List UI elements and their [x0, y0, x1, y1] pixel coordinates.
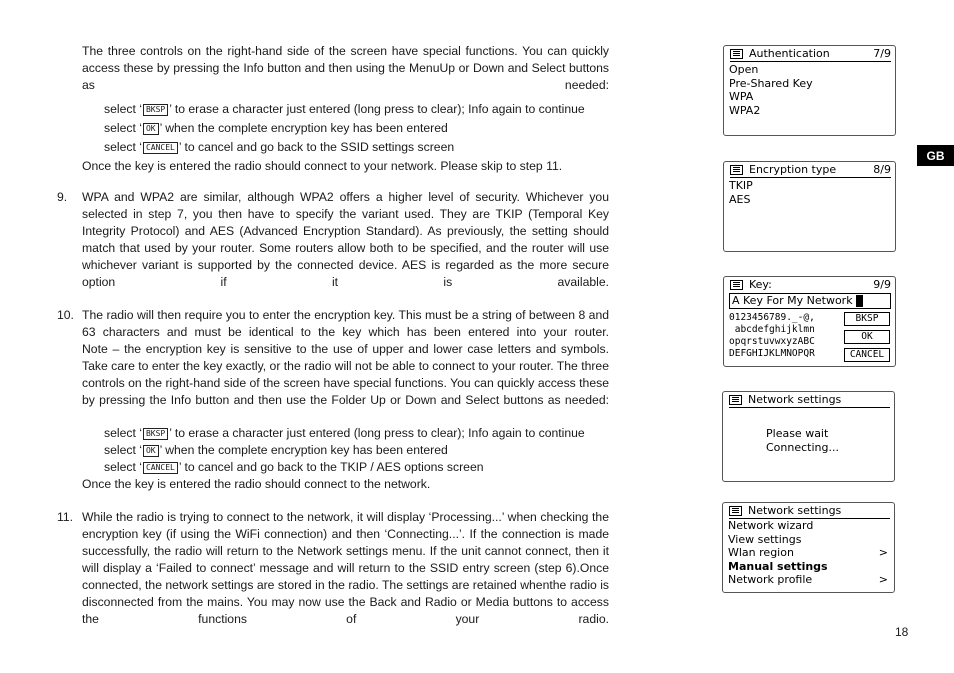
- menu-item-label: WPA: [729, 90, 754, 103]
- screen-page: 9/9: [873, 278, 891, 292]
- menu-item-label: Network profile: [728, 573, 813, 586]
- bksp-key-icon: BKSP: [143, 104, 168, 116]
- char-row[interactable]: 0123456789._-@,: [729, 312, 815, 323]
- screen-header: [730, 163, 891, 178]
- select-suffix: ’ to cancel and go back to the TKIP / AES options screen: [178, 460, 484, 474]
- step10-select-bksp: [104, 425, 585, 442]
- cancel-key-icon: CANCEL: [143, 462, 178, 474]
- step-10-text: The radio will then require you to enter the encryption key. This must be a string of between 8 and 63 characters and must be identical to the key which has been entered into your router.: [82, 308, 609, 339]
- authentication-screen: [723, 45, 896, 136]
- step-11-number: 11.: [57, 510, 74, 524]
- menu-item-label: Manual settings: [728, 559, 828, 573]
- intro-after: Once the key is entered the radio should connect to your network. Please skip to step 11.: [82, 159, 563, 173]
- menu-item[interactable]: [729, 193, 889, 207]
- step-10-note: Note – the encryption key is sensitive to the use of upper and lower case letters and symbols. Take care to enter the key exactly, or the radio will not be able to connect to your router. The three controls on the right-hand side of the screen have special functions. You can quickly access these by pressing the Info button and then use the Folder Up or Down and Select buttons as needed:: [82, 342, 609, 407]
- intro-select-bksp: [104, 101, 585, 118]
- select-suffix: ’ when the complete encryption key has been entered: [159, 121, 448, 135]
- menu-list-icon: [729, 395, 742, 405]
- menu-item[interactable]: [729, 179, 889, 193]
- ok-button[interactable]: OK: [844, 330, 890, 344]
- key-entry-field[interactable]: [729, 293, 891, 309]
- ok-key-icon: OK: [143, 123, 159, 135]
- char-row[interactable]: opqrstuvwxyzABC: [729, 336, 815, 347]
- connecting-message: Connecting...: [766, 440, 839, 454]
- screen-title: Network settings: [748, 504, 842, 518]
- char-row[interactable]: abcdefghijklmn: [729, 324, 815, 335]
- screen-title: Encryption type: [749, 163, 837, 177]
- chevron-right-icon: >: [878, 546, 888, 559]
- menu-item-label: Network wizard: [728, 519, 814, 532]
- bksp-key-icon: BKSP: [143, 428, 168, 440]
- select-prefix: select ‘: [104, 426, 142, 440]
- screen-header: [730, 47, 891, 62]
- menu-list-icon: [730, 280, 743, 290]
- select-prefix: select ‘: [104, 140, 142, 154]
- menu-item-label: TKIP: [729, 179, 753, 192]
- screen-title: Network settings: [748, 393, 842, 407]
- char-row[interactable]: DEFGHIJKLMNOPQR: [729, 348, 815, 359]
- screen-page: 8/9: [873, 163, 891, 177]
- menu-item-label: Wlan region: [728, 546, 794, 559]
- step-11-text: While the radio is trying to connect to the network, it will display ‘Processing...’ when checking the encryption key (if using the WiFi connection) and then ‘Connecting...’. If the connection is made successfully, the radio will return to the Network settings menu. If the unit cannot connect, then it will display a ‘Failed to connect’ message and will return to the SSID entry screen (step 6).Once connected, the network settings are stored in the radio. The settings are retained whenthe radio is disconnected from the mains. You may now use the Back and Radio or Media buttons to access the functions of your radio.: [82, 510, 609, 626]
- step-9-text: WPA and WPA2 are similar, although WPA2 offers a higher level of security. Whichever you selected in step 7, you then have to specify the variant used. They are TKIP (Temporal Key Integrity Protocol) and AES (Advanced Encryption Standard). As previously, the setting should match that used by your router. Some routers allow both to be specified, and the router will use whichever variant is supported by the connected device. AES is regarded as the more secure option if it is available.: [82, 190, 609, 289]
- select-suffix: ’ to cancel and go back to the SSID settings screen: [178, 140, 455, 154]
- step-10-after: Once the key is entered the radio should connect to the network.: [82, 477, 431, 491]
- encryption-type-screen: [723, 161, 896, 252]
- language-tab: GB: [917, 145, 954, 166]
- menu-item-label: View settings: [728, 532, 802, 546]
- step-9-number: 9.: [57, 190, 68, 204]
- menu-item[interactable]: [729, 104, 889, 118]
- wait-message: Please wait: [766, 427, 829, 440]
- menu-item-wlan-region[interactable]: [728, 546, 888, 560]
- screen-header: [729, 504, 890, 519]
- step10-select-cancel: [104, 459, 484, 476]
- menu-item[interactable]: [729, 77, 889, 91]
- menu-list-icon: [730, 165, 743, 175]
- screen-header: [729, 393, 890, 408]
- select-prefix: select ‘: [104, 102, 142, 116]
- menu-item-view-settings[interactable]: [728, 533, 888, 547]
- ok-key-icon: OK: [143, 445, 159, 457]
- text-cursor: [856, 295, 863, 307]
- select-prefix: select ‘: [104, 460, 142, 474]
- step-10-number: 10.: [57, 308, 74, 322]
- menu-item[interactable]: [729, 63, 889, 77]
- menu-item-label: WPA2: [729, 103, 761, 117]
- menu-item-label: Open: [729, 63, 759, 76]
- menu-item-network-wizard[interactable]: [728, 519, 888, 533]
- intro-select-cancel: [104, 139, 454, 156]
- menu-item-network-profile[interactable]: [728, 573, 888, 587]
- chevron-right-icon: >: [878, 573, 888, 586]
- page-number: 18: [895, 625, 909, 639]
- select-prefix: select ‘: [104, 443, 142, 457]
- intro-select-ok: [104, 120, 448, 137]
- menu-item-manual-settings[interactable]: [728, 560, 888, 574]
- cancel-key-icon: CANCEL: [143, 142, 178, 154]
- screen-title: Authentication: [749, 47, 830, 61]
- screen-page: 7/9: [873, 47, 891, 61]
- connecting-screen: [722, 391, 895, 482]
- menu-item-label: AES: [729, 192, 751, 206]
- key-entry-text: A Key For My Network: [732, 294, 853, 308]
- intro-paragraph: The three controls on the right-hand side of the screen have special functions. You can quickly access these by pressing the Info button and then using the MenuUp or Down and Select buttons as needed:: [82, 44, 609, 92]
- cancel-button[interactable]: CANCEL: [844, 348, 890, 362]
- screen-title: Key:: [749, 278, 772, 292]
- step10-select-ok: [104, 442, 448, 459]
- key-entry-screen: [723, 276, 896, 367]
- select-suffix: ’ to erase a character just entered (long press to clear); Info again to continue: [169, 426, 585, 440]
- select-suffix: ’ when the complete encryption key has been entered: [159, 443, 448, 457]
- select-suffix: ’ to erase a character just entered (long press to clear); Info again to continue: [169, 102, 585, 116]
- menu-item-label: Pre-Shared Key: [729, 76, 813, 90]
- menu-list-icon: [730, 49, 743, 59]
- menu-item[interactable]: [729, 90, 889, 104]
- network-settings-screen: [722, 502, 895, 593]
- bksp-button[interactable]: BKSP: [844, 312, 890, 326]
- menu-list-icon: [729, 506, 742, 516]
- select-prefix: select ‘: [104, 121, 142, 135]
- screen-header: [730, 278, 891, 292]
